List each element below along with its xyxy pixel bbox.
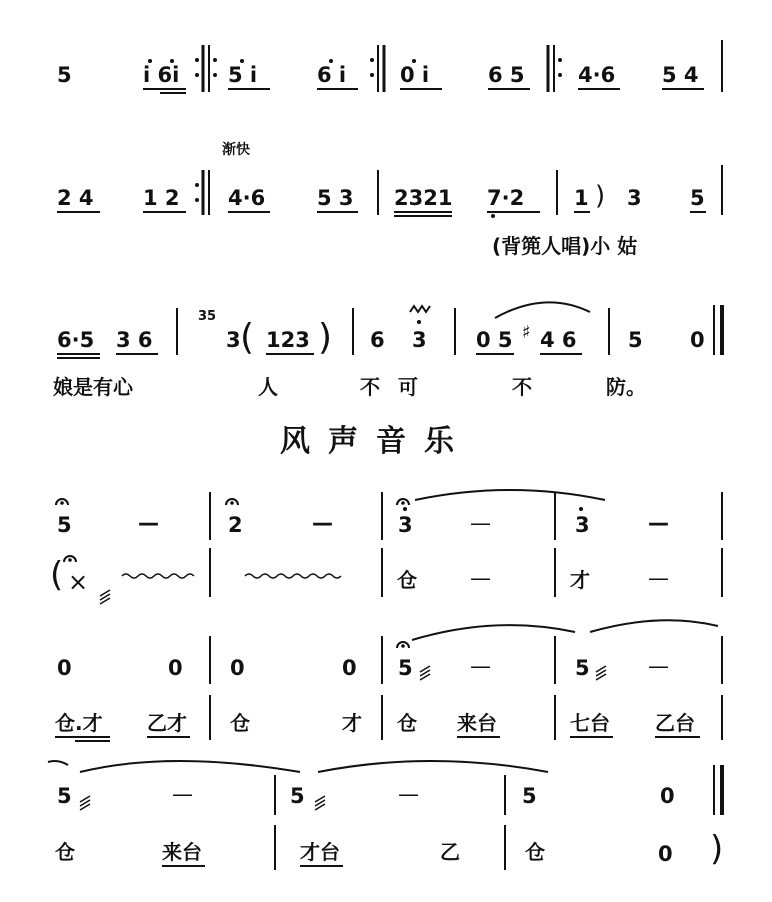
note: — (648, 511, 669, 535)
note: 0 (690, 328, 705, 352)
note: 5 i (228, 63, 258, 87)
note: 5 (522, 784, 537, 808)
lyric: 娘是有心 (53, 375, 133, 399)
percussion-syllable: 才 (570, 568, 590, 592)
percussion-syllable: 仓 (525, 840, 545, 864)
note: × (68, 568, 89, 596)
note: ( (50, 555, 64, 595)
percussion-syllable: 仓.才 (55, 711, 103, 735)
note: 3 (575, 513, 590, 537)
percussion-syllable: 七台 (570, 711, 610, 735)
tempo-marking: 渐快 (222, 142, 250, 158)
note: 3 (627, 186, 642, 210)
lyric: 不可 (360, 375, 436, 399)
percussion-syllable: 仓 (55, 840, 75, 864)
percussion-syllable: 来台 (457, 711, 497, 735)
note: ) (318, 317, 333, 358)
lyric: 防。 (606, 375, 646, 399)
note: 0 (660, 784, 675, 808)
note: 5 (290, 784, 305, 808)
percussion-syllable: 才 (342, 711, 362, 735)
percussion-syllable: 来台 (162, 840, 202, 864)
note: 5 (398, 656, 413, 680)
note: 1 (574, 186, 589, 210)
note: ( (240, 317, 255, 358)
note: 3 (412, 328, 427, 352)
percussion-syllable: 仓 (230, 711, 250, 735)
note: 3 6 (116, 328, 153, 352)
note: — (312, 511, 333, 535)
note: 0 (342, 656, 357, 680)
note: — (648, 566, 669, 590)
note: 5 (628, 328, 643, 352)
note: 5 (575, 656, 590, 680)
note: 6 i (317, 63, 347, 87)
note: 6 5 (488, 63, 525, 87)
note: 0 5 (476, 328, 513, 352)
percussion-syllable: 才台 (300, 840, 340, 864)
note: 3 (398, 513, 413, 537)
percussion-syllable: 乙才 (147, 711, 187, 735)
note: — (138, 511, 159, 535)
percussion-syllable: 仓 (397, 711, 417, 735)
note: 123 (266, 328, 310, 352)
note: 6 (370, 328, 385, 352)
percussion-syllable: 乙台 (655, 711, 695, 735)
section-title: 风声音乐 (280, 424, 472, 459)
note: 5 (690, 186, 705, 210)
note: 0 (230, 656, 245, 680)
percussion-syllable: 仓 (397, 568, 417, 592)
grace-note: 35 (198, 309, 217, 324)
note: ) (710, 829, 724, 869)
note: 4·6 (228, 186, 266, 210)
note: 3 (226, 328, 241, 352)
note: 0 i (400, 63, 430, 87)
note: — (470, 654, 491, 678)
note: 2321 (394, 186, 453, 210)
note: ♯ (522, 322, 531, 343)
note: 5 4 (662, 63, 699, 87)
lyric: (背篼人唱)小 姑 (492, 234, 638, 258)
note: — (398, 782, 419, 806)
note: — (172, 782, 193, 806)
note: 6·5 (57, 328, 95, 352)
note: 7·2 (487, 186, 525, 210)
note: 1 2 (143, 186, 180, 210)
note: 2 4 (57, 186, 94, 210)
note: 5 3 (317, 186, 354, 210)
note: 0 (168, 656, 183, 680)
lyric: 人 (258, 375, 278, 399)
note: 5 (57, 784, 72, 808)
note: i 6i (143, 63, 180, 87)
note: — (470, 566, 491, 590)
note: ) (595, 181, 606, 211)
lyric: 不 (512, 375, 532, 399)
note: 4 6 (540, 328, 577, 352)
note: — (648, 654, 669, 678)
note: 5 (57, 513, 72, 537)
percussion-syllable: 乙 (440, 840, 460, 864)
note: 0 (658, 842, 673, 866)
note: — (470, 511, 491, 535)
note: 2 (228, 513, 243, 537)
note: 4·6 (578, 63, 616, 87)
note: 0 (57, 656, 72, 680)
note: 5 (57, 63, 72, 87)
